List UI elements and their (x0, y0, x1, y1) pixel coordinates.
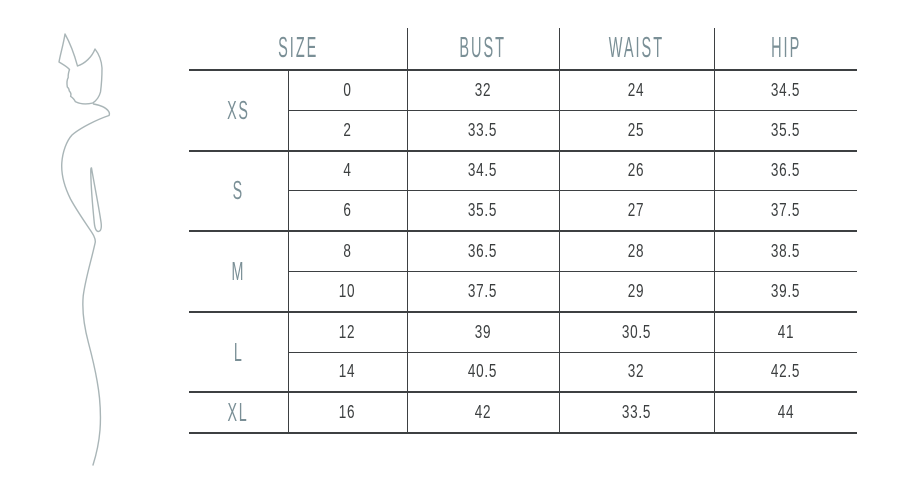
cell-text: 38.5 (771, 241, 801, 262)
size-cell (288, 392, 407, 432)
header-row (189, 28, 857, 70)
waist-header-label: WAIST (608, 32, 665, 64)
waist-cell (559, 352, 714, 392)
hip-cell (714, 312, 857, 352)
hip-cell (714, 231, 857, 271)
waist-cell (559, 70, 714, 110)
cell-text: 29 (628, 280, 645, 301)
cell-text: 37.5 (771, 200, 801, 221)
bust-cell (407, 231, 559, 271)
cell-text: 27 (628, 200, 645, 221)
waist-cell (559, 191, 714, 231)
silhouette-arm-path (91, 168, 102, 232)
hip-cell (714, 191, 857, 231)
cell-text: 42.5 (771, 361, 801, 382)
waist-cell (559, 231, 714, 271)
size-group-label-xl (189, 392, 288, 432)
group-label-text: XL (227, 397, 249, 428)
silhouette-head-hair-face-path (59, 34, 102, 104)
size-cell (288, 271, 407, 311)
hip-cell (714, 110, 857, 150)
cell-text: 32 (628, 361, 645, 382)
size-cell (288, 312, 407, 352)
hip-column-header (714, 28, 857, 70)
silhouette-shoulder-back-leg-path (62, 104, 110, 465)
cell-text: 12 (339, 321, 356, 342)
size-cell (288, 151, 407, 191)
cell-text: 6 (343, 200, 352, 221)
size-header-label: SIZE (277, 32, 318, 64)
group-label-text: L (233, 336, 244, 367)
cell-text: 35.5 (468, 200, 498, 221)
cell-text: 24 (628, 79, 645, 100)
hip-cell (714, 271, 857, 311)
cell-text: 32 (474, 79, 492, 100)
bust-cell (407, 312, 559, 352)
cell-text: 33.5 (621, 402, 652, 423)
table-row (189, 191, 857, 231)
table-row (189, 352, 857, 392)
group-label-text: XS (227, 94, 250, 125)
table-row (189, 312, 857, 352)
size-cell (288, 110, 407, 150)
bust-cell (407, 110, 559, 150)
hip-cell (714, 151, 857, 191)
size-cell (288, 191, 407, 231)
cell-text: 37.5 (468, 280, 498, 301)
size-group-label-l (189, 312, 288, 393)
cell-text: 44 (777, 402, 795, 423)
cell-text: 26 (628, 160, 645, 181)
size-column-header (189, 28, 407, 70)
size-chart-table (189, 28, 857, 434)
waist-cell (559, 392, 714, 432)
size-group-label-s (189, 151, 288, 232)
bust-cell (407, 271, 559, 311)
cell-text: 34.5 (771, 79, 801, 100)
bust-cell (407, 191, 559, 231)
cell-text: 8 (343, 241, 352, 262)
cell-text: 28 (628, 241, 645, 262)
hip-cell (714, 70, 857, 110)
bust-cell (407, 392, 559, 432)
bust-cell (407, 151, 559, 191)
table-row (189, 271, 857, 311)
cell-text: 36.5 (468, 241, 498, 262)
bust-cell (407, 352, 559, 392)
cell-text: 40.5 (468, 361, 498, 382)
group-label-text: S (232, 175, 244, 206)
cell-text: 4 (343, 160, 352, 181)
waist-cell (559, 312, 714, 352)
size-group-label-m (189, 231, 288, 312)
bust-column-header (407, 28, 559, 70)
table-row (189, 151, 857, 191)
cell-text: 36.5 (771, 160, 801, 181)
cell-text: 39.5 (771, 280, 801, 301)
group-label-text: M (231, 255, 246, 286)
waist-cell (559, 110, 714, 150)
size-cell (288, 352, 407, 392)
cell-text: 2 (343, 119, 352, 140)
table-row (189, 110, 857, 150)
woman-silhouette-illustration (25, 20, 140, 470)
table-row (189, 392, 857, 432)
cell-text: 42 (474, 402, 492, 423)
cell-text: 34.5 (468, 160, 498, 181)
waist-cell (559, 271, 714, 311)
cell-text: 0 (343, 79, 352, 100)
cell-text: 25 (628, 119, 645, 140)
bust-cell (407, 70, 559, 110)
hip-header-label: HIP (770, 32, 801, 64)
cell-text: 14 (339, 361, 356, 382)
cell-text: 30.5 (621, 321, 652, 342)
cell-text: 39 (474, 321, 492, 342)
hip-cell (714, 352, 857, 392)
table-row (189, 231, 857, 271)
cell-text: 16 (339, 402, 356, 423)
cell-text: 10 (339, 280, 356, 301)
table-row (189, 70, 857, 110)
hip-cell (714, 392, 857, 432)
size-cell (288, 70, 407, 110)
size-group-label-xs (189, 70, 288, 151)
bust-header-label: BUST (459, 32, 507, 64)
size-cell (288, 231, 407, 271)
cell-text: 33.5 (468, 119, 498, 140)
waist-column-header (559, 28, 714, 70)
cell-text: 35.5 (771, 119, 801, 140)
cell-text: 41 (777, 321, 795, 342)
waist-cell (559, 151, 714, 191)
